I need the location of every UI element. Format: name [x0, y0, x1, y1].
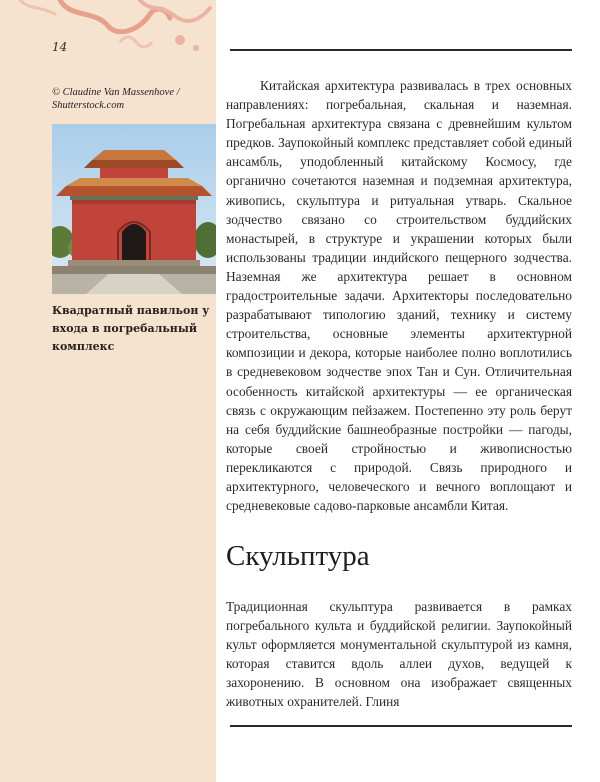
dragon-ornament-icon [0, 0, 216, 60]
body-paragraph-architecture: Китайская архитектура развивалась в трех основных направлениях: погребальная, скальная и наземная. Погребальная архитектура связана с древнейшим культом предков. Заупокойный комплекс представляет собой единый ансамбль, уподобленный китайскому Космосу, где органично сочетаются наземная и подземная архитектура, живопись, скульптура и ритуальная утварь. Скальное зодчество связано со строительством буддийских монастырей, в структуре и украшении которых были использованы традиции индийского пещерного зодчества. Наземная же архитектура решает в основном градостроительные задачи. Архитекторы последовательно разрабатывают типологию зданий, технику и систему строительства, основные элементы архитектурной композиции и декора, которые наиболее полно воплотились в средневековом зодчестве эпох Тан и Сун. Отличительная особенность китайской архитектуры — ее органическая связь с окружающим пейзажем. Постепенно эту роль берут на себя буддийские башнеобразные постройки — пагоды, которые своей стройностью и живописностью перекликаются с природой. Связь природного и архитектурного, человеческого и вечного воплощают и средневековые садово-парковые ансамбли Китая. [226, 78, 572, 514]
body-paragraph-sculpture: Традиционная скульптура развивается в рамках погребального культа и буддийской религии. Заупокойный культ оформляется монументальной скульптурой из камня, которая ставится вдоль аллеи духов, ведущей к захоронению. В основном она изображает священных животных охранителей. Глиня [226, 599, 572, 710]
section-heading-sculpture: Скульптура [226, 540, 370, 572]
photo-credit: © Claudine Van Massenhove / Shutterstock.com [52, 87, 180, 111]
top-rule [230, 49, 572, 51]
photo-caption: Квадратный павильон у входа в погребальный комплекс [52, 304, 210, 353]
pavilion-photo [52, 124, 216, 294]
sidebar [0, 0, 216, 782]
page-number: 14 [52, 40, 68, 54]
bottom-rule [230, 725, 572, 727]
